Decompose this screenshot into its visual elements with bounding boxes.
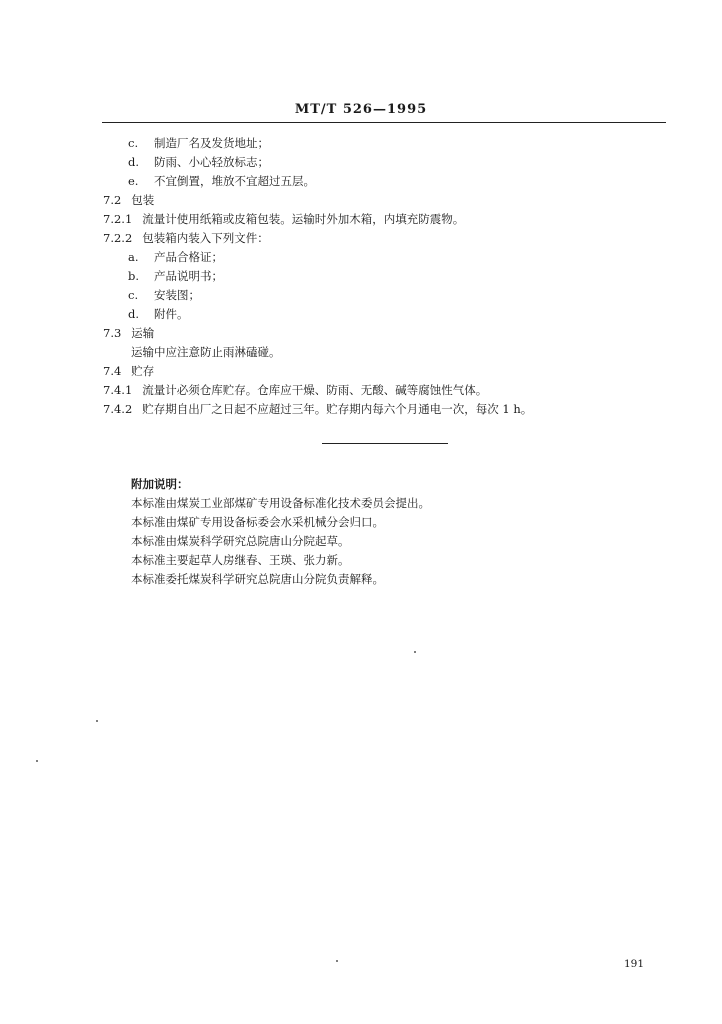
section-number: 7.2 (103, 193, 122, 207)
list-marker: e. (128, 174, 139, 188)
list-text: 不宜倒置，堆放不宜超过五层。 (154, 174, 315, 188)
section-heading-7-4 (103, 364, 154, 378)
section-title: 贮存 (131, 364, 155, 378)
list-text: 防雨、小心轻放标志； (154, 155, 269, 169)
list-marker: d. (128, 307, 140, 321)
section-number: 7.3 (103, 326, 122, 340)
clause-7-2-1 (103, 212, 464, 226)
header-rule (102, 122, 666, 123)
clause-text: 包装箱内装入下列文件： (142, 231, 269, 245)
list-item (128, 288, 200, 302)
list-item (128, 136, 269, 150)
note-line: 本标准委托煤炭科学研究总院唐山分院负责解释。 (131, 572, 384, 586)
list-marker: d. (128, 155, 140, 169)
page-header-title: MT/T 526—1995 (294, 102, 428, 117)
clause-7-4-2 (103, 402, 532, 416)
list-text: 附件。 (154, 307, 189, 321)
list-marker: a. (128, 250, 139, 264)
section-divider (322, 443, 448, 444)
list-text: 制造厂名及发货地址； (154, 136, 269, 150)
section-number: 7.4 (103, 364, 122, 378)
clause-7-2-2 (103, 231, 269, 245)
note-line: 本标准由煤炭科学研究总院唐山分院起草。 (131, 534, 350, 548)
list-marker: b. (128, 269, 140, 283)
scan-speck (336, 960, 338, 962)
scan-speck (36, 760, 38, 762)
page-number: 191 (624, 958, 645, 970)
list-item (128, 174, 315, 188)
clause-number: 7.2.2 (103, 231, 133, 245)
section-title: 运输 (131, 326, 155, 340)
scan-speck (414, 651, 416, 653)
note-line: 本标准由煤矿专用设备标委会水采机械分会归口。 (131, 515, 384, 529)
note-line: 本标准主要起草人房继春、王瑛、张力新。 (131, 553, 350, 567)
list-item (128, 307, 189, 321)
clause-text: 贮存期自出厂之日起不应超过三年。贮存期内每六个月通电一次，每次 1 h。 (142, 402, 533, 416)
clause-text: 流量计必须仓库贮存。仓库应干燥、防雨、无酸、碱等腐蚀性气体。 (142, 383, 488, 397)
clause-number: 7.2.1 (103, 212, 133, 226)
section-heading-7-2 (103, 193, 154, 207)
list-text: 产品说明书； (154, 269, 223, 283)
list-text: 产品合格证； (154, 250, 223, 264)
list-item (128, 155, 269, 169)
clause-number: 7.4.2 (103, 402, 133, 416)
section-body-7-3: 运输中应注意防止雨淋磕碰。 (131, 345, 281, 359)
section-heading-7-3 (103, 326, 154, 340)
clause-7-4-1 (103, 383, 487, 397)
list-text: 安装图； (154, 288, 200, 302)
list-item (128, 269, 223, 283)
notes-title: 附加说明： (131, 477, 189, 491)
section-title: 包装 (131, 193, 155, 207)
note-line: 本标准由煤炭工业部煤矿专用设备标准化技术委员会提出。 (131, 496, 430, 510)
scan-speck (96, 720, 98, 722)
list-marker: c. (128, 288, 139, 302)
list-marker: c. (128, 136, 139, 150)
clause-number: 7.4.1 (103, 383, 133, 397)
list-item (128, 250, 223, 264)
clause-text: 流量计使用纸箱或皮箱包装。运输时外加木箱，内填充防震物。 (142, 212, 465, 226)
